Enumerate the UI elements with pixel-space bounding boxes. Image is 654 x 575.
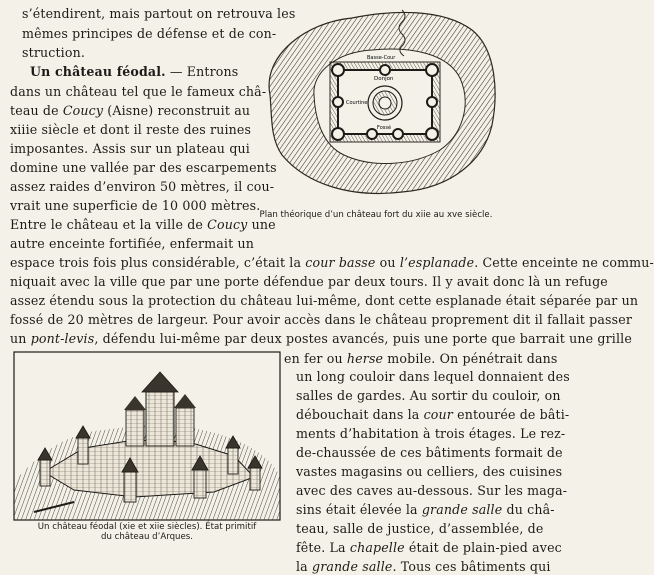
full-width-line: assez étendu sous la protection du château lui-même, dont cette esplanade était séparée par un xyxy=(10,293,639,308)
label-courtine: Courtine xyxy=(346,100,368,106)
left-col-line: imposantes. Assis sur un plateau qui xyxy=(10,141,250,156)
right-col-line: vastes magasins ou celliers, des cuisines xyxy=(296,464,563,479)
right-col-line: débouchait dans la cour entourée de bâti- xyxy=(296,407,570,422)
left-col-line: assez raides d’environ 50 mètres, il cou- xyxy=(10,179,275,194)
right-col-line: fête. La chapelle était de plain-pied avec xyxy=(296,540,562,555)
right-col-line: sins était élevée la grande salle du châ- xyxy=(296,502,555,517)
left-col-line: autre enceinte fortifiée, enfermait un xyxy=(10,236,254,251)
right-col-line: la grande salle. Tous ces bâtiments qui xyxy=(296,559,551,574)
label-donjon: Donjon xyxy=(374,76,394,82)
left-col-line: teau de Coucy (Aisne) reconstruit au xyxy=(10,103,251,118)
full-width-line: fossé de 20 mètres de largeur. Pour avoir accès dans le château proprement dit il fallait passer xyxy=(10,312,632,327)
full-width-line: un pont-levis, défendu lui-même par deux postes avancés, puis une porte que barrait une grille xyxy=(10,331,632,346)
left-col-line: Entre le château et la ville de Coucy une xyxy=(10,217,276,232)
left-col-line: dans un château tel que le fameux châ- xyxy=(10,84,267,99)
right-col-line: teau, salle de justice, d’assemblée, de xyxy=(296,521,544,536)
section-heading-line xyxy=(30,64,238,80)
castle-plan-figure xyxy=(252,0,500,205)
section-heading: Un château féodal. xyxy=(30,64,166,79)
left-col-line: domine une vallée par des escarpements xyxy=(10,160,277,175)
full-width-line: niquait avec la ville que par une porte défendue par deux tours. Il y avait donc là un refuge xyxy=(10,274,608,289)
castle-plan-caption: Plan théorique d’un château fort du xiie au xve siècle. xyxy=(259,210,493,220)
right-col-line: un long couloir dans lequel donnaient des xyxy=(296,369,570,384)
label-basse-cour: Basse-Cour xyxy=(367,55,396,61)
right-col-line: avec des caves au-dessous. Sur les maga- xyxy=(296,483,568,498)
castle-illustration-caption-line-1: Un château féodal (xie et xiie siècles). État primitif xyxy=(37,522,257,532)
castle-illustration-figure xyxy=(14,352,280,520)
right-col-line: en fer ou herse mobile. On pénétrait dans xyxy=(284,351,558,366)
intro-line-2: mêmes principes de défense et de con- xyxy=(22,26,277,41)
full-width-line: espace trois fois plus considérable, c’était la cour basse ou l’esplanade. Cette enceinte ne commu- xyxy=(10,255,654,270)
left-col-line: xiiie siècle et dont il reste des ruines xyxy=(10,122,252,137)
intro-line-1: s’étendirent, mais partout on retrouva les xyxy=(22,6,296,21)
intro-line-3: struction. xyxy=(22,45,85,60)
section-heading-dash: — Entrons xyxy=(165,64,239,79)
right-col-line: de-chaussée de ces bâtiments formait de xyxy=(296,445,563,460)
label-fosse: Fossé xyxy=(377,125,392,131)
castle-illustration-caption-line-2: du château d’Arques. xyxy=(100,532,194,542)
right-col-line: salles de gardes. Au sortir du couloir, on xyxy=(296,388,561,403)
right-col-line: ments d’habitation à trois étages. Le rez- xyxy=(296,426,566,441)
left-col-line: vrait une superficie de 10 000 mètres. xyxy=(10,198,261,213)
